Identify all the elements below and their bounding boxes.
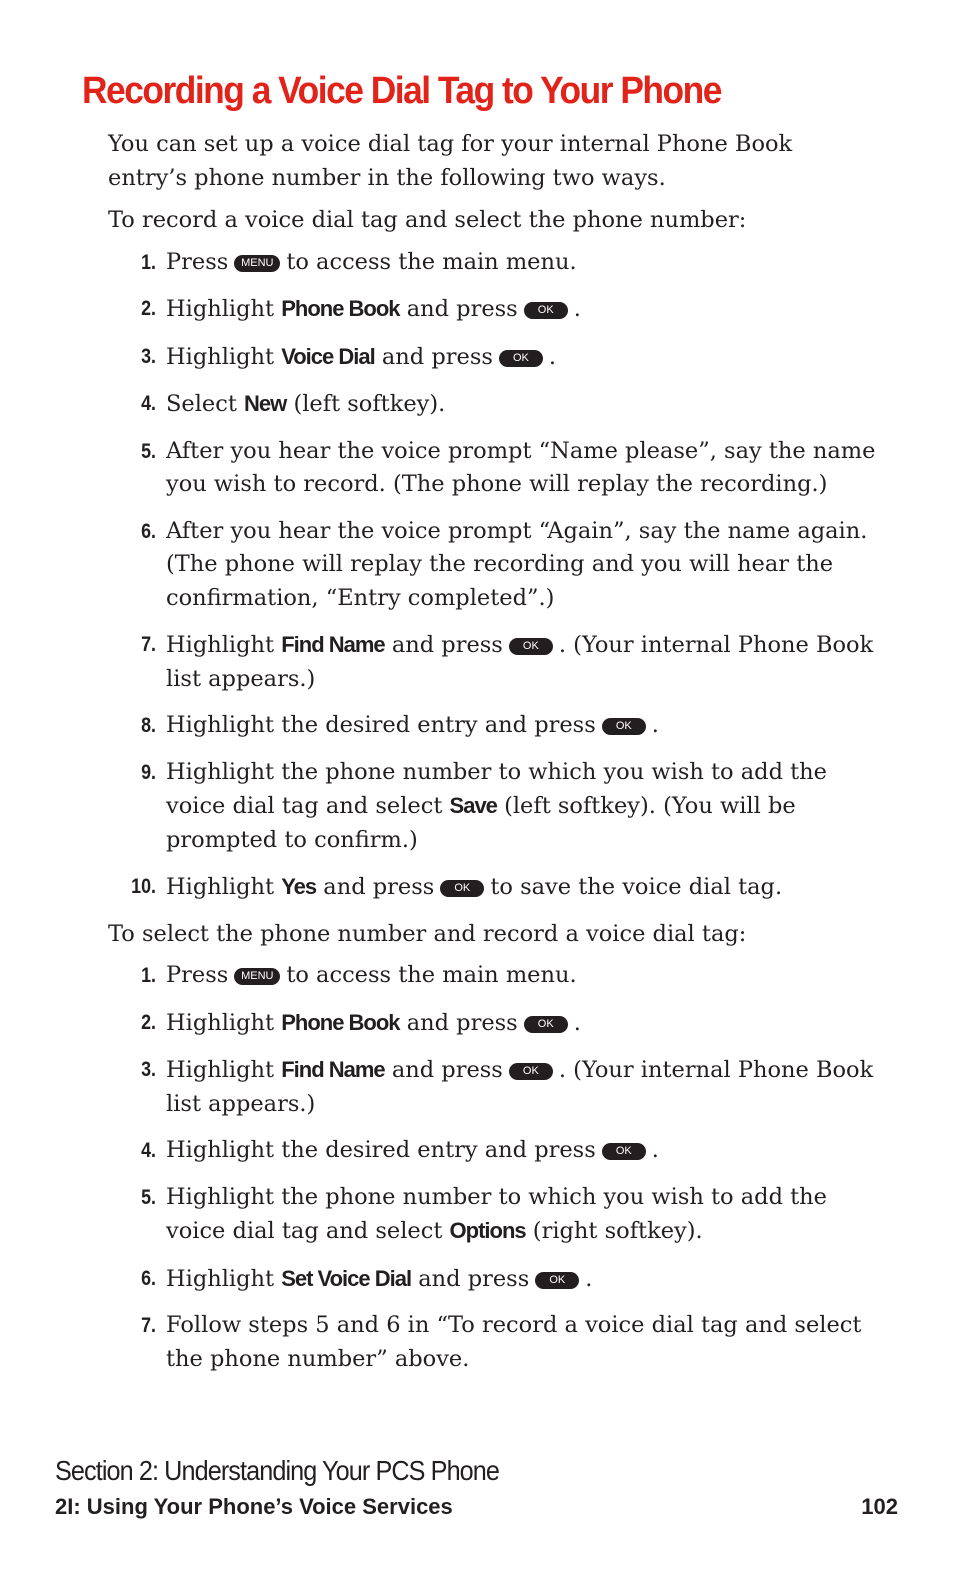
step: 5. After you hear the voice prompt “Name please”, say the name you wish to record. (The phone will replay the recording.) — [108, 435, 878, 502]
page-number: 102 — [861, 1494, 898, 1519]
ok-key-icon: OK — [440, 880, 484, 897]
menu-option: Find Name — [281, 1057, 385, 1082]
menu-option: Phone Book — [281, 1009, 400, 1035]
step-number: 7. — [141, 1314, 156, 1337]
footer-subsection-title: 2I: Using Your Phone’s Voice Services — [55, 1494, 453, 1519]
intro-paragraph: You can set up a voice dial tag for your internal Phone Book entry’s phone number in the following two ways. — [108, 131, 793, 191]
ok-key-icon: OK — [602, 1143, 646, 1160]
menu-option: Save — [449, 793, 497, 818]
footer-section-title: Section 2: Understanding Your PCS Phone — [55, 1455, 500, 1486]
content — [108, 128, 878, 1389]
method1-steps — [108, 246, 878, 905]
step: 3. Highlight Find Name and press OK . (Your internal Phone Book list appears.) — [108, 1053, 878, 1121]
ok-key-icon: OK — [524, 1016, 568, 1033]
menu-option: New — [244, 391, 287, 416]
step-number: 5. — [141, 439, 156, 463]
step-number: 7. — [141, 633, 156, 656]
step: 5. Highlight the phone number to which you wish to add the voice dial tag and select Options (right softkey). — [108, 1181, 878, 1249]
step: 2. Highlight Phone Book and press OK . — [108, 292, 878, 327]
step-number: 4. — [141, 1139, 156, 1162]
step: 4. Highlight the desired entry and press OK . — [108, 1134, 878, 1168]
step: 7. Follow steps 5 and 6 in “To record a voice dial tag and select the phone number” above. — [108, 1309, 878, 1376]
menu-option: Find Name — [281, 632, 385, 657]
step: 2. Highlight Phone Book and press OK . — [108, 1006, 878, 1041]
step-number: 3. — [141, 1058, 156, 1081]
menu-key-icon: MENU — [234, 968, 280, 985]
step-number: 8. — [141, 714, 156, 737]
menu-option: Set Voice Dial — [281, 1265, 412, 1291]
step: 6. Highlight Set Voice Dial and press OK . — [108, 1262, 878, 1297]
step: 9. Highlight the phone number to which you wish to add the voice dial tag and select Save (left softkey). (You will be prompted to confirm.) — [108, 756, 878, 858]
menu-option: Yes — [281, 874, 317, 899]
page-title: Recording a Voice Dial Tag to Your Phone — [82, 70, 721, 112]
step-number: 2. — [141, 1010, 156, 1034]
ok-key-icon: OK — [499, 350, 543, 367]
ok-key-icon: OK — [535, 1272, 579, 1289]
method1-lead: To record a voice dial tag and select the phone number: — [108, 207, 747, 233]
step: 7. Highlight Find Name and press OK . (Your internal Phone Book list appears.) — [108, 628, 878, 696]
method2-steps — [108, 959, 878, 1376]
menu-key-icon: MENU — [234, 255, 280, 272]
ok-key-icon: OK — [509, 1063, 553, 1080]
step-number: 1. — [141, 250, 156, 274]
ok-key-icon: OK — [524, 302, 568, 319]
ok-key-icon: OK — [509, 638, 553, 655]
method2-lead: To select the phone number and record a voice dial tag: — [108, 920, 747, 947]
ok-key-icon: OK — [602, 718, 646, 735]
step-number: 6. — [141, 1266, 156, 1290]
step: 1. Press MENU to access the main menu. — [108, 246, 878, 280]
step: 8. Highlight the desired entry and press OK . — [108, 709, 878, 743]
menu-option: Phone Book — [281, 296, 400, 321]
step-number: 2. — [141, 297, 156, 320]
step-number: 10. — [131, 875, 156, 898]
menu-option: Voice Dial — [281, 343, 375, 369]
step-number: 4. — [141, 392, 156, 415]
step: 3. Highlight Voice Dial and press OK . — [108, 340, 878, 375]
step: 1. Press MENU to access the main menu. — [108, 959, 878, 993]
step-number: 5. — [141, 1185, 156, 1209]
menu-option: Options — [449, 1218, 526, 1243]
step-number: 6. — [141, 519, 156, 543]
step: 6. After you hear the voice prompt “Again”, say the name again. (The phone will replay the recording and you will hear the confirmation, “Entry completed”.) — [108, 515, 878, 616]
step-number: 9. — [141, 760, 156, 784]
step: 4. Select New (left softkey). — [108, 387, 878, 422]
step: 10. Highlight Yes and press OK to save the voice dial tag. — [108, 870, 878, 905]
step-number: 1. — [141, 964, 156, 987]
step-number: 3. — [141, 344, 156, 368]
